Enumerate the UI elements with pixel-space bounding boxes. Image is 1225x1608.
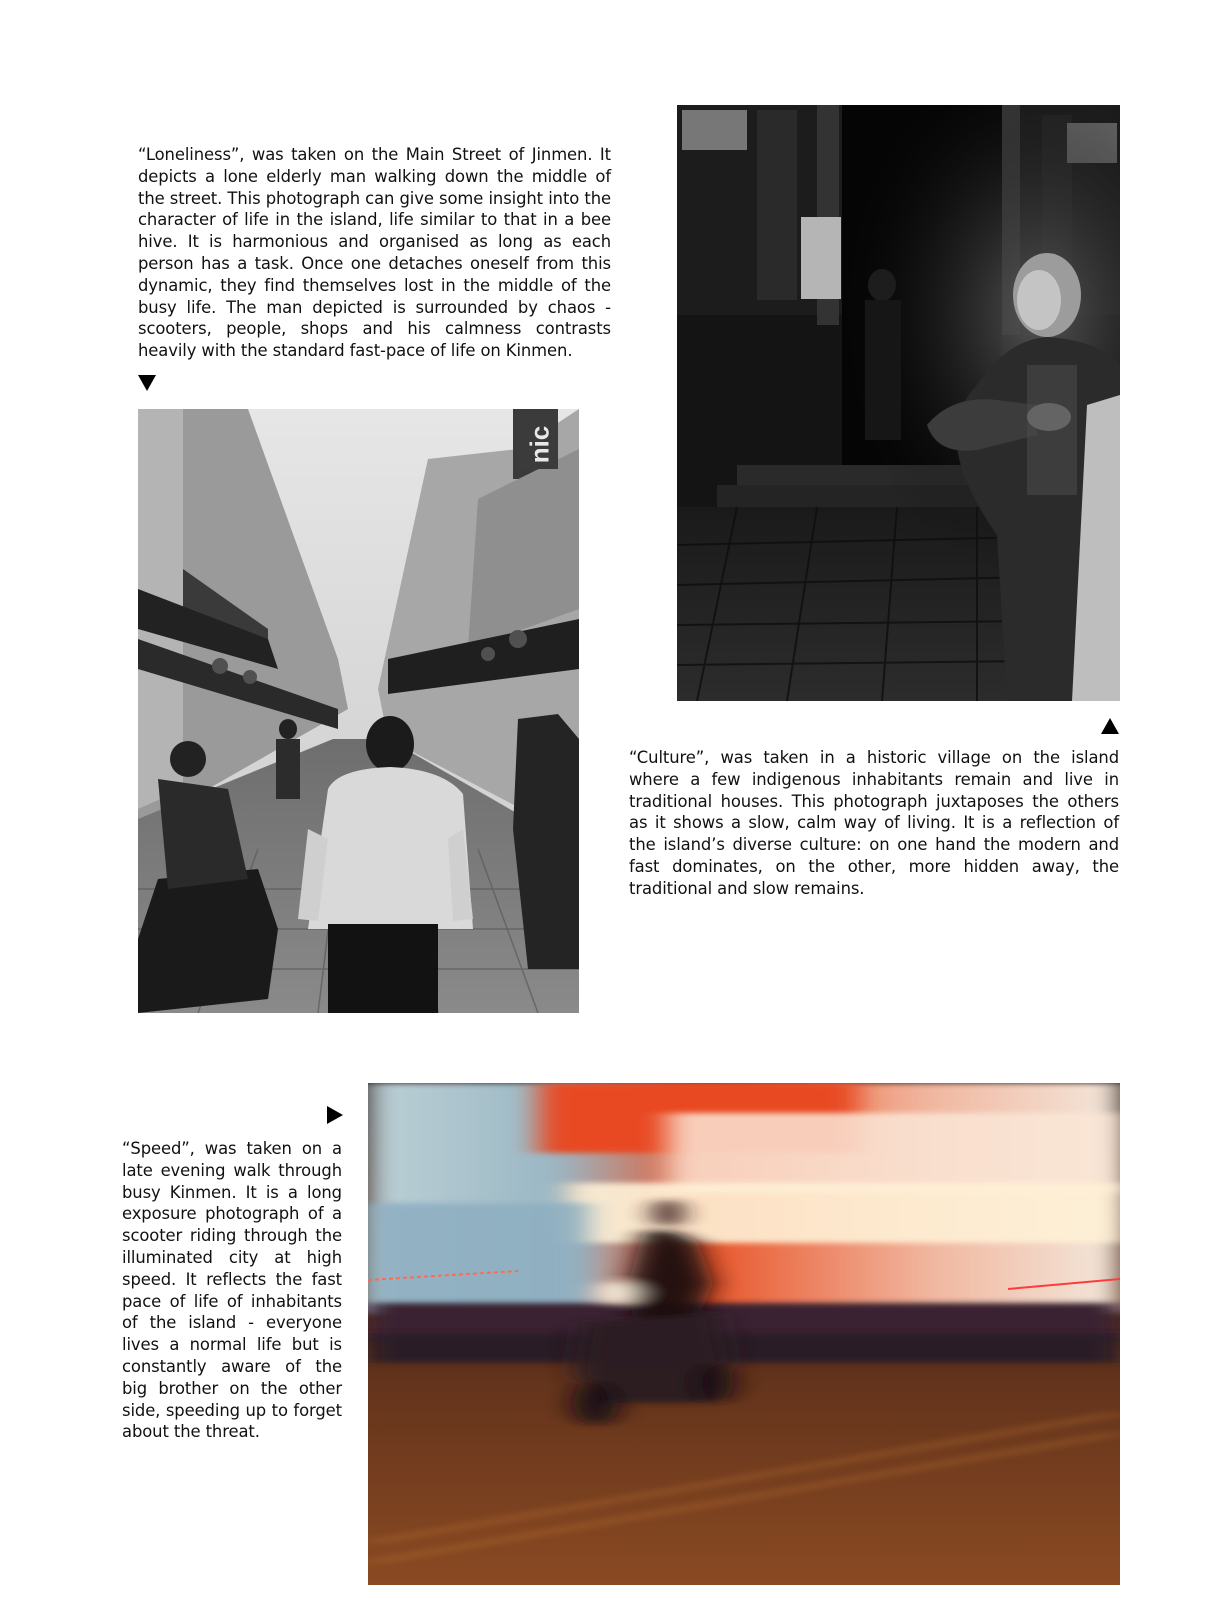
- photo-loneliness: [138, 409, 579, 1013]
- photo-culture: [677, 105, 1120, 701]
- arrow-up-icon: [1101, 718, 1119, 734]
- arrow-right-icon: [327, 1106, 343, 1124]
- caption-culture: “Culture”, was taken in a historic village on the island where a few indigenous inhabitants remain and live in traditional houses. This photograph juxtaposes the others as it shows a slow, calm way of living. It is a reflection of the island’s diverse culture: on one hand the modern and fast dominates, on the other, more hidden away, the traditional and slow remains.: [629, 748, 1119, 898]
- shop-sign-text: nic: [524, 425, 555, 464]
- arrow-down-icon: [138, 375, 156, 391]
- caption-speed: “Speed”, was taken on a late evening walk through busy Kinmen. It is a long exposure photograph of a scooter riding through the illuminated city at high speed. It reflects the fast pace of life of inhabitants of the island - everyone lives a normal life but is constantly aware of the big brother on the other side, speeding up to forget about the threat.: [122, 1139, 342, 1442]
- caption-loneliness: “Loneliness”, was taken on the Main Street of Jinmen. It depicts a lone elderly man walking down the middle of the street. This photograph can give some insight into the character of life in the island, life similar to that in a bee hive. It is harmonious and organised as long as each person has a task. Once one detaches oneself from this dynamic, they find themselves lost in the middle of the busy life. The man depicted is surrounded by chaos - scooters, people, shops and his calmness contrasts heavily with the standard fast-pace of life on Kinmen.: [138, 145, 611, 361]
- photo-speed: [368, 1083, 1120, 1585]
